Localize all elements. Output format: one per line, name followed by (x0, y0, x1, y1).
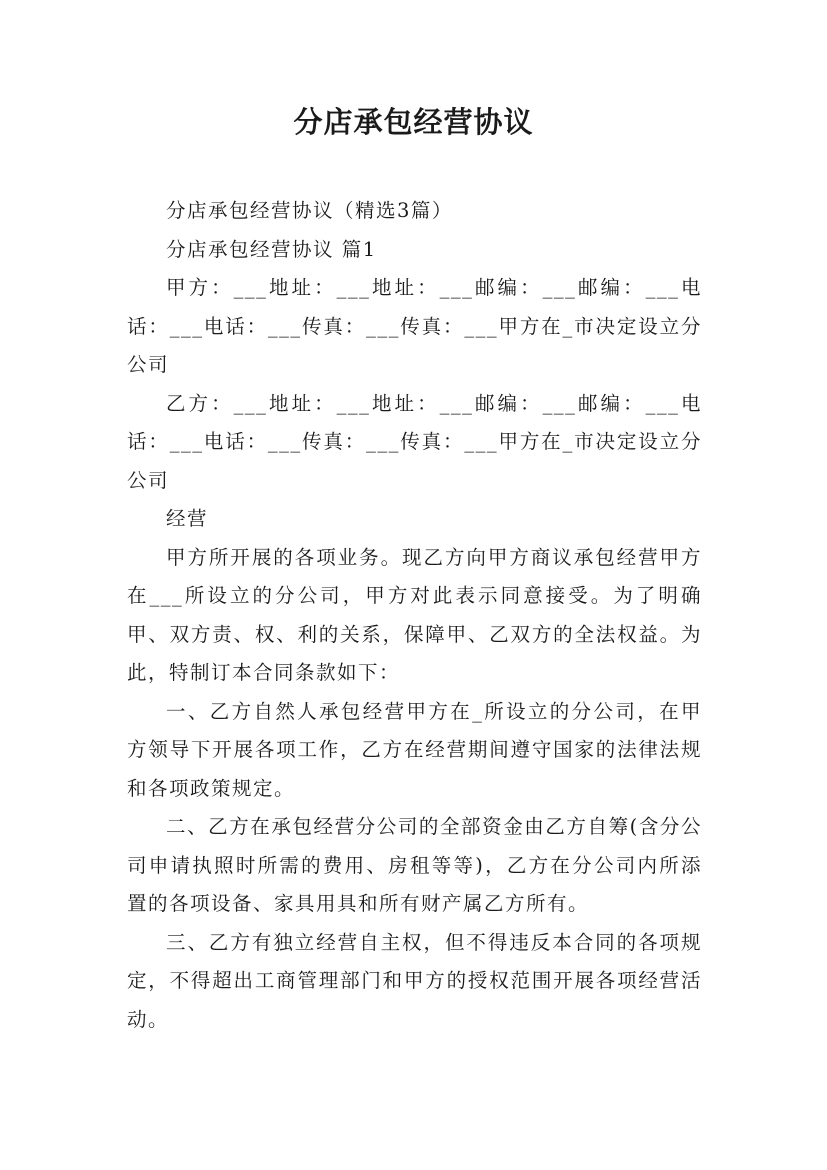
document-title: 分店承包经营协议 (293, 105, 534, 139)
paragraph-clause-2: 二、乙方在承包经营分公司的全部资金由乙方自筹(含分公司申请执照时所需的费用、房租等等)，乙方在分公司内所添置的各项设备、家具用具和所有财产属乙方所有。 (127, 815, 702, 915)
paragraph-collection-heading: 分店承包经营协议（精选3篇） (166, 199, 453, 222)
paragraph-business: 经营 (166, 507, 209, 530)
paragraph-part-heading: 分店承包经营协议 篇1 (166, 237, 377, 261)
paragraph-clause-1: 一、乙方自然人承包经营甲方在_所设立的分公司，在甲方领导下开展各项工作，乙方在经营期间遵守国家的法律法规和各项政策规定。 (127, 699, 702, 800)
document-body (127, 192, 702, 1039)
paragraph-party-a: 甲方：___地址：___地址：___邮编：___邮编：___电话：___电话：___传真：___传真：___甲方在_市决定设立分公司 (127, 276, 702, 376)
paragraph-clause-3: 三、乙方有独立经营自主权，但不得违反本合同的各项规定，不得超出工商管理部门和甲方的授权范围开展各项经营活动。 (127, 930, 702, 1031)
paragraph-preamble: 甲方所开展的各项业务。现乙方向甲方商议承包经营甲方在___所设立的分公司，甲方对此表示同意接受。为了明确甲、双方责、权、利的关系，保障甲、乙双方的全法权益。为此，特制订本合同条款如下： (127, 545, 702, 684)
paragraph-party-b: 乙方：___地址：___地址：___邮编：___邮编：___电话：___电话：___传真：___传真：___甲方在_市决定设立分公司 (127, 391, 702, 492)
